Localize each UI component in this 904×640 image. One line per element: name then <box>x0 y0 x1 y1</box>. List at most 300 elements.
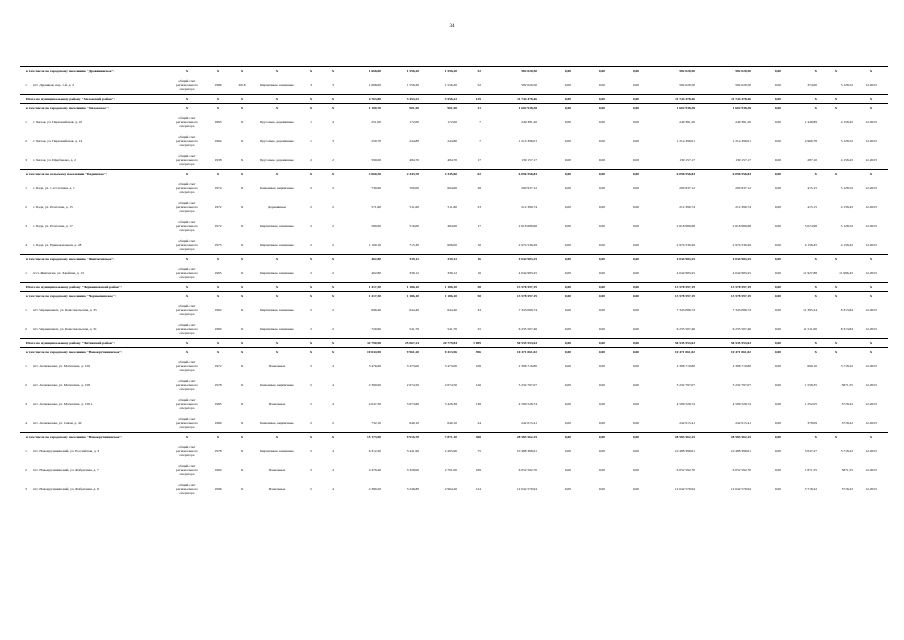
table-cell: 249 381,20 <box>679 119 695 124</box>
table-row <box>20 150 888 170</box>
table-cell: 249 381,20 <box>735 119 751 124</box>
table-cell: 0,00 <box>632 486 639 491</box>
table-cell: 6 052 592,70 <box>676 467 695 472</box>
table-cell: 1 214 399,01 <box>732 138 751 143</box>
table-cell: 541,70 <box>447 326 457 331</box>
table-cell: 2 <box>310 420 312 425</box>
table-cell: 0,00 <box>572 292 606 301</box>
table-cell: 0,00 <box>564 307 571 312</box>
table-cell: 212 390,74 <box>679 204 695 209</box>
table-cell: 4 158,45 <box>804 242 817 247</box>
table-cell: 4 158,45 <box>840 119 853 124</box>
table-row <box>20 394 888 413</box>
table-cell: 244,80 <box>409 138 419 143</box>
table-cell: 3871,55 <box>841 467 853 472</box>
table-cell: X <box>168 67 206 76</box>
table-cell: 511,60 <box>409 204 419 209</box>
table-cell: 604,00 <box>447 185 457 190</box>
table-cell: 1 668,00 <box>344 67 382 76</box>
table-cell: 396 <box>458 348 482 357</box>
table-cell: 1986 <box>214 82 222 87</box>
table-cell: общий счет регионального оператора <box>176 200 198 213</box>
table-cell: 0,00 <box>598 82 605 87</box>
table-cell: 172,00 <box>409 119 419 124</box>
table-cell: 0,00 <box>632 326 639 331</box>
table-cell: 0,00 <box>632 448 639 453</box>
table-cell: 2 974 539,29 <box>732 242 751 247</box>
table-cell: 12.2023 <box>865 448 877 453</box>
table-cell: 126 <box>475 382 481 387</box>
table-cell: 1 252,05 <box>804 401 817 406</box>
table-cell: 17 <box>477 157 481 162</box>
table-cell: 3718,22 <box>841 401 853 406</box>
table-cell: 108 <box>475 363 481 368</box>
table-cell: 172,00 <box>447 119 457 124</box>
page-number: 34 <box>449 24 455 29</box>
table-cell: 1 009 <box>458 339 482 348</box>
table-cell: 5 <box>310 448 312 453</box>
table-cell: 0,00 <box>572 170 606 179</box>
table-cell: X <box>230 67 254 76</box>
table-cell: 4 <box>332 448 334 453</box>
table-body <box>20 67 888 499</box>
table-cell: 28 583 562,25 <box>482 433 538 442</box>
table-cell: 715,30 <box>409 242 419 247</box>
table-row <box>20 235 888 255</box>
table-cell: 4 <box>332 401 334 406</box>
table-cell: Панельные <box>268 467 286 472</box>
table-cell: X <box>854 95 888 104</box>
table-cell: 0,00 <box>538 67 572 76</box>
table-cell: общий счет регионального оператора <box>176 115 198 128</box>
table-cell: 0,00 <box>564 363 571 368</box>
table-cell: 4 158,45 <box>840 157 853 162</box>
table-cell: 0,00 <box>564 326 571 331</box>
table-cell: Панельные <box>268 401 286 406</box>
table-cell: 1975 <box>214 242 222 247</box>
table-cell: 12 042 570,94 <box>516 486 537 491</box>
table-cell: 12.2023 <box>865 204 877 209</box>
table-cell: 24 <box>477 420 481 425</box>
table-cell: X <box>854 67 888 76</box>
table-cell: 3 673,60 <box>406 401 419 406</box>
table-cell: 339,12 <box>420 255 458 264</box>
table-cell: 2 205,90 <box>444 448 457 453</box>
table-row <box>20 197 888 216</box>
table-cell: X <box>240 448 244 453</box>
table-cell: X <box>230 292 254 301</box>
table-cell: 580,00 <box>371 223 381 228</box>
table-cell: 9 961,20 <box>382 348 420 357</box>
table-cell: 1 871,55 <box>804 467 817 472</box>
table-cell: 0,00 <box>598 242 605 247</box>
table-cell: 12.2023 <box>865 185 877 190</box>
table-cell: X <box>168 292 206 301</box>
table-row <box>20 131 888 150</box>
table-cell: 5 128,52 <box>840 185 853 190</box>
table-cell: 2 074,50 <box>406 382 419 387</box>
table-cell: 124 <box>475 486 481 491</box>
table-row <box>20 460 888 479</box>
table-cell: 0,00 <box>632 242 639 247</box>
table-cell: 690,10 <box>807 363 817 368</box>
table-cell: 901,50 <box>420 104 458 113</box>
table-cell: 1969 <box>214 420 222 425</box>
table-cell: X <box>300 255 322 264</box>
table-cell: 0,00 <box>598 157 605 162</box>
table-cell: 3 476,60 <box>368 363 381 368</box>
table-cell: 0,00 <box>538 339 572 348</box>
table-cell: 0,00 <box>632 467 639 472</box>
table-cell: Брусовые, деревянные <box>260 119 294 124</box>
table-cell: 139 157,17 <box>735 157 751 162</box>
table-cell: Брусовые, деревянные <box>260 157 294 162</box>
table-cell: 0,00 <box>538 170 572 179</box>
table-cell: 1 417,30 <box>344 292 382 301</box>
table-cell: 1 417,30 <box>344 283 382 292</box>
table-cell: 13 578 597,19 <box>696 292 752 301</box>
table-cell: X <box>206 255 230 264</box>
table-cell: 12.2023 <box>865 307 877 312</box>
table-cell: X <box>230 433 254 442</box>
table-cell: 11 511,00 <box>803 326 817 331</box>
table-cell: 0,00 <box>564 467 571 472</box>
table-cell: 4 599 528,74 <box>518 401 537 406</box>
table-cell: 3718,22 <box>841 486 853 491</box>
table-cell: 0,00 <box>564 185 571 190</box>
address-cell: п/ст. Жипхеген, ул. Хвойная, д. 13 <box>33 270 84 275</box>
table-cell: 6 096 556,83 <box>696 170 752 179</box>
table-cell: 0,00 <box>598 204 605 209</box>
table-cell: 0,00 <box>564 448 571 453</box>
table-cell: X <box>322 433 344 442</box>
table-cell: X <box>300 95 322 104</box>
summary-row <box>20 348 888 357</box>
table-cell: 11 996,45 <box>839 270 853 275</box>
table-cell: 136 <box>475 401 481 406</box>
table-cell: Каменные, кирпичные <box>260 185 294 190</box>
table-cell: 1938 <box>214 157 222 162</box>
table-cell: X <box>322 348 344 357</box>
table-cell: X <box>300 433 322 442</box>
table-cell: 0,00 <box>564 204 571 209</box>
table-cell: 9 413,96 <box>420 348 458 357</box>
address-cell: пгт. Атамановка, ул. Матюгина, д. 158 а <box>33 401 93 406</box>
table-cell: 242 015,41 <box>679 420 695 425</box>
table-cell: X <box>818 292 854 301</box>
table-cell: 0,00 <box>606 255 640 264</box>
table-cell: X <box>240 242 244 247</box>
address-cell: пгт. Дровяная, пер. 1-й, д. 2 <box>33 82 74 87</box>
table-cell: 8 313,84 <box>840 326 853 331</box>
table-cell: 582 020,50 <box>679 82 695 87</box>
table-cell: 2 618 689,68 <box>518 223 537 228</box>
table-cell: X <box>322 339 344 348</box>
table-cell: общий счет регионального оператора <box>176 359 198 372</box>
table-cell: 2 <box>332 157 334 162</box>
table-cell: 7 343 089,74 <box>518 307 537 312</box>
table-cell: 6 052 592,70 <box>732 467 751 472</box>
table-cell: X <box>168 170 206 179</box>
table-cell: X <box>854 170 888 179</box>
table-cell: X <box>818 348 854 357</box>
table-cell: X <box>230 104 254 113</box>
table-cell: 0,00 <box>606 67 640 76</box>
table-cell: 1 556,20 <box>382 67 420 76</box>
table-cell: X <box>240 138 244 143</box>
table-cell: 3 473,00 <box>444 363 457 368</box>
table-cell: Деревянные <box>267 204 287 209</box>
table-cell: 2 <box>310 204 312 209</box>
table-cell: 7 871,10 <box>420 433 458 442</box>
table-cell: 10 044,90 <box>344 348 382 357</box>
section-title: в том числе по городскому поселению "Новокручининское": <box>20 433 168 442</box>
table-cell: 12.2023 <box>865 467 877 472</box>
table-cell: X <box>230 348 254 357</box>
table-cell: X <box>240 382 244 387</box>
table-cell: 1 186,10 <box>420 283 458 292</box>
table-cell: X <box>206 433 230 442</box>
table-cell: 4 479,40 <box>368 467 381 472</box>
table-cell: 720,90 <box>371 326 381 331</box>
table-cell: 251,00 <box>371 119 381 124</box>
table-cell: 2 <box>332 204 334 209</box>
table-cell: общий счет регионального оператора <box>176 416 198 429</box>
table-cell: 13 578 597,19 <box>482 292 538 301</box>
table-cell: 1 <box>25 185 27 190</box>
table-cell: X <box>854 348 888 357</box>
table-cell: X <box>300 292 322 301</box>
table-cell: 1972 <box>214 363 222 368</box>
table-cell: X <box>782 95 818 104</box>
table-cell: общий счет регионального оператора <box>176 322 198 335</box>
address-cell: г. Хилок, ул. Первомайская, д. 10 <box>33 119 83 124</box>
table-cell: 0,00 <box>564 157 571 162</box>
table-cell: 244,80 <box>447 138 457 143</box>
table-cell: 13 578 597,19 <box>640 283 696 292</box>
table-cell: X <box>322 292 344 301</box>
address-cell: пгт. Новокручининский, ул. Фабричная, д. 7 <box>33 467 99 472</box>
table-cell: 2 <box>332 270 334 275</box>
table-cell: 0,00 <box>572 67 606 76</box>
table-cell: 50 535 553,63 <box>482 339 538 348</box>
table-cell: X <box>240 467 244 472</box>
table-cell: X <box>818 255 854 264</box>
table-cell: 11 927,88 <box>803 270 817 275</box>
table-cell: X <box>240 157 244 162</box>
table-cell: 0,00 <box>572 95 606 104</box>
table-row <box>20 441 888 460</box>
table-cell: X <box>254 283 300 292</box>
table-cell: 1 449,89 <box>804 119 817 124</box>
table-cell: 17 <box>477 223 481 228</box>
table-cell: X <box>206 170 230 179</box>
table-cell: Кирпичные, каменные <box>260 82 294 87</box>
table-cell: 0,00 <box>598 307 605 312</box>
table-cell: 5 074,98 <box>804 223 817 228</box>
table-cell: 0,00 <box>598 420 605 425</box>
table-cell: 0,00 <box>632 270 639 275</box>
table-cell: 4 044 983,25 <box>640 255 696 264</box>
table-cell: X <box>240 307 244 312</box>
table-cell: 0,00 <box>598 401 605 406</box>
table-cell: 1 556,20 <box>420 67 458 76</box>
table-cell: 606,00 <box>447 242 457 247</box>
address-cell: пгт. Атамановка, ул. Матюгина, д. 158 <box>33 382 90 387</box>
table-cell: 12 042 570,94 <box>730 486 751 491</box>
table-cell: 0,00 <box>538 433 572 442</box>
table-cell: X <box>230 255 254 264</box>
table-cell: 0,00 <box>632 204 639 209</box>
table-cell: 1893 <box>214 119 222 124</box>
summary-row <box>20 283 888 292</box>
table-cell: 5 128,52 <box>840 138 853 143</box>
table-cell: 12 042 570,94 <box>674 486 695 491</box>
table-cell: 11 744 478,46 <box>640 95 696 104</box>
table-cell: X <box>300 67 322 76</box>
table-cell: 0,00 <box>606 104 640 113</box>
table-row <box>20 479 888 498</box>
table-cell: 2 <box>310 270 312 275</box>
table-cell: X <box>240 420 244 425</box>
table-cell: 4 044 983,25 <box>676 270 695 275</box>
table-cell: 1996 <box>214 486 222 491</box>
table-cell: 3 <box>332 82 334 87</box>
table-cell: 2 <box>310 223 312 228</box>
address-cell: г. Хилок, ул. Щербакова, д. 2 <box>33 157 76 162</box>
table-cell: 1 169,10 <box>368 242 381 247</box>
table-cell: 0,00 <box>606 170 640 179</box>
table-cell: 0,00 <box>564 119 571 124</box>
table-cell: 3 718,22 <box>804 486 817 491</box>
table-cell: 3 232 797,07 <box>732 382 751 387</box>
table-cell: 2 396 719,80 <box>732 363 751 368</box>
table-cell: 9 916,70 <box>382 433 420 442</box>
table-cell: X <box>254 95 300 104</box>
table-cell: 12.2023 <box>865 157 877 162</box>
table-cell: 2 <box>332 242 334 247</box>
table-cell: 0,00 <box>752 170 782 179</box>
table-cell: 4 <box>332 486 334 491</box>
table-cell: 0,00 <box>572 433 606 442</box>
table-row <box>20 413 888 433</box>
summary-row <box>20 255 888 264</box>
table-cell: 1 556,20 <box>406 82 419 87</box>
table-cell: 52 <box>458 67 482 76</box>
table-cell: 0,00 <box>598 138 605 143</box>
table-cell: 0,00 <box>774 270 781 275</box>
table-cell: X <box>818 95 854 104</box>
table-cell: 516,00 <box>409 223 419 228</box>
table-cell: 484,00 <box>447 223 457 228</box>
table-cell: 0,00 <box>572 348 606 357</box>
table-cell: 0,00 <box>774 420 781 425</box>
table-cell: 169 <box>475 467 481 472</box>
table-cell: 5 <box>310 486 312 491</box>
table-cell: 339,12 <box>409 270 419 275</box>
table-cell: 12.2023 <box>865 82 877 87</box>
table-cell: 12.2023 <box>865 242 877 247</box>
table-cell: 50 535 553,63 <box>696 339 752 348</box>
table-cell: 0,00 <box>752 95 782 104</box>
table-cell: X <box>206 67 230 76</box>
table-cell: 0,00 <box>752 283 782 292</box>
table-cell: 2 <box>332 326 334 331</box>
table-cell: 1 214 399,01 <box>676 138 695 143</box>
table-cell: 290 937,12 <box>521 185 537 190</box>
table-cell: 11 744 478,46 <box>696 95 752 104</box>
table-cell: 3 473,00 <box>406 363 419 368</box>
table-cell: 2 618 689,68 <box>732 223 751 228</box>
table-cell: 1 214 399,01 <box>518 138 537 143</box>
table-cell: 1 <box>25 270 27 275</box>
table-cell: 13 578 597,19 <box>696 283 752 292</box>
table-cell: 1 602 938,38 <box>640 104 696 113</box>
table-cell: X <box>300 104 322 113</box>
table-cell: 696,40 <box>371 307 381 312</box>
table-cell: 4 960,78 <box>804 138 817 143</box>
table-cell: X <box>818 283 854 292</box>
table-cell: 4 <box>332 382 334 387</box>
table-cell: X <box>322 95 344 104</box>
table-cell: 700,00 <box>409 185 419 190</box>
table-cell: X <box>230 95 254 104</box>
table-cell: Кирпичные, каменные <box>260 307 294 312</box>
table-cell: 4 599 528,74 <box>676 401 695 406</box>
table-cell: 4 <box>332 467 334 472</box>
table-cell: 5 <box>310 467 312 472</box>
table-cell: 0,00 <box>752 67 782 76</box>
table-cell: 16 <box>477 242 481 247</box>
table-cell: 25 <box>477 326 481 331</box>
table-cell: 0,00 <box>774 185 781 190</box>
table-cell: 1974 <box>214 185 222 190</box>
table-cell: 0,00 <box>632 82 639 87</box>
address-cell: с. Бада, ул. Почтовая, д. 17 <box>33 223 73 228</box>
table-cell: 582 020,50 <box>696 67 752 76</box>
table-cell: X <box>322 255 344 264</box>
table-cell: 1 <box>25 448 27 453</box>
table-cell: 368 <box>458 433 482 442</box>
table-cell: 5 <box>310 382 312 387</box>
table-cell: Панельные <box>268 363 286 368</box>
table-cell: 2 396 719,80 <box>676 363 695 368</box>
table-cell: 3 718,22 <box>840 363 853 368</box>
table-cell: 290 937,12 <box>735 185 751 190</box>
table-cell: общий счет регионального оператора <box>176 378 198 391</box>
table-cell: 2 443,70 <box>382 170 420 179</box>
table-cell: 0,00 <box>538 255 572 264</box>
table-cell: 0,00 <box>774 467 781 472</box>
table-cell: 1985 <box>214 401 222 406</box>
table-cell: 0,00 <box>598 119 605 124</box>
table-cell: 242 015,41 <box>521 420 537 425</box>
table-cell: X <box>854 255 888 264</box>
table-cell: 6 096 556,83 <box>640 170 696 179</box>
table-cell: 4 047,30 <box>368 401 381 406</box>
table-cell: Панельные <box>268 486 286 491</box>
table-cell: X <box>230 283 254 292</box>
table-cell: X <box>254 67 300 76</box>
table-cell: 1 602 938,38 <box>482 104 538 113</box>
table-cell: 0,00 <box>564 242 571 247</box>
table-cell: X <box>168 104 206 113</box>
table-row <box>20 75 888 95</box>
table-cell: 13 578 597,19 <box>482 283 538 292</box>
table-cell: 242 015,41 <box>735 420 751 425</box>
table-cell: Кирпичные, каменные <box>260 326 294 331</box>
table-cell: 2 <box>310 326 312 331</box>
